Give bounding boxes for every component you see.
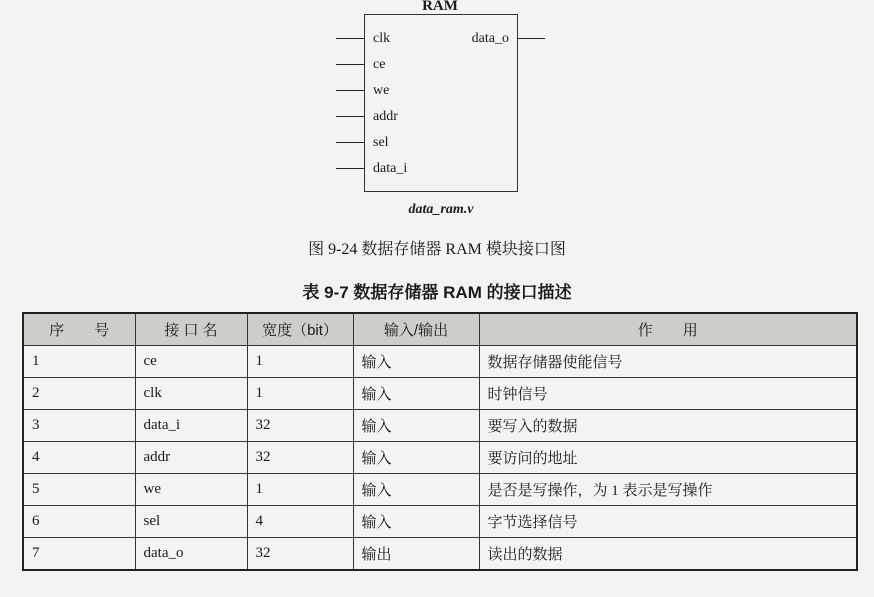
table-caption: 表 9-7 数据存储器 RAM 的接口描述 xyxy=(302,283,572,302)
pin-ce: ce xyxy=(373,57,386,72)
cell-index: 3 xyxy=(23,410,135,442)
cell-index: 7 xyxy=(23,538,135,571)
cell-direction: 输入 xyxy=(353,474,479,506)
table-header-row xyxy=(23,313,857,346)
cell-width: 32 xyxy=(247,442,353,474)
cell-name: sel xyxy=(135,506,247,538)
cell-index: 6 xyxy=(23,506,135,538)
cell-function: 读出的数据 xyxy=(479,538,857,571)
cell-direction: 输入 xyxy=(353,442,479,474)
cell-direction: 输出 xyxy=(353,538,479,571)
table-row xyxy=(23,346,857,378)
cell-width: 4 xyxy=(247,506,353,538)
cell-index: 2 xyxy=(23,378,135,410)
interface-table xyxy=(22,312,858,571)
cell-width: 32 xyxy=(247,538,353,571)
cell-function: 时钟信号 xyxy=(479,378,857,410)
pin-clk: clk xyxy=(373,31,391,46)
wire-ce xyxy=(336,64,364,65)
table-row xyxy=(23,538,857,571)
header-name: 接 口 名 xyxy=(135,313,247,346)
cell-function: 要访问的地址 xyxy=(479,442,857,474)
wire-sel xyxy=(336,142,364,143)
cell-function: 数据存储器使能信号 xyxy=(479,346,857,378)
figure-caption: 图 9-24 数据存储器 RAM 模块接口图 xyxy=(308,241,566,258)
pin-sel: sel xyxy=(373,135,389,150)
table-row xyxy=(23,442,857,474)
cell-direction: 输入 xyxy=(353,410,479,442)
table-row xyxy=(23,378,857,410)
cell-function: 要写入的数据 xyxy=(479,410,857,442)
wire-clk xyxy=(336,38,364,39)
table-row xyxy=(23,506,857,538)
cell-name: ce xyxy=(135,346,247,378)
wire-data-o xyxy=(518,38,545,39)
table-row xyxy=(23,410,857,442)
pin-we: we xyxy=(373,83,390,98)
header-index: 序 号 xyxy=(23,313,135,346)
pin-data-i: data_i xyxy=(373,161,408,176)
cell-direction: 输入 xyxy=(353,378,479,410)
cell-direction: 输入 xyxy=(353,346,479,378)
cell-name: data_o xyxy=(135,538,247,571)
pin-data-o: data_o xyxy=(471,31,509,46)
header-function: 作 用 xyxy=(479,313,857,346)
cell-index: 5 xyxy=(23,474,135,506)
wire-addr xyxy=(336,116,364,117)
cell-function: 字节选择信号 xyxy=(479,506,857,538)
cell-width: 32 xyxy=(247,410,353,442)
header-direction: 输入/输出 xyxy=(353,313,479,346)
table-row xyxy=(23,474,857,506)
pin-addr: addr xyxy=(373,109,398,124)
cell-index: 4 xyxy=(23,442,135,474)
ram-module-block xyxy=(364,14,518,192)
cell-function: 是否是写操作，为 1 表示是写操作 xyxy=(479,474,857,506)
cell-direction: 输入 xyxy=(353,506,479,538)
cell-name: data_i xyxy=(135,410,247,442)
cell-width: 1 xyxy=(247,378,353,410)
cell-width: 1 xyxy=(247,474,353,506)
cell-name: clk xyxy=(135,378,247,410)
cell-width: 1 xyxy=(247,346,353,378)
wire-data-i xyxy=(336,168,364,169)
cell-index: 1 xyxy=(23,346,135,378)
module-file-name: data_ram.v xyxy=(408,202,474,217)
module-title: RAM xyxy=(422,0,458,14)
header-width: 宽度（bit） xyxy=(247,313,353,346)
cell-name: we xyxy=(135,474,247,506)
cell-name: addr xyxy=(135,442,247,474)
wire-we xyxy=(336,90,364,91)
